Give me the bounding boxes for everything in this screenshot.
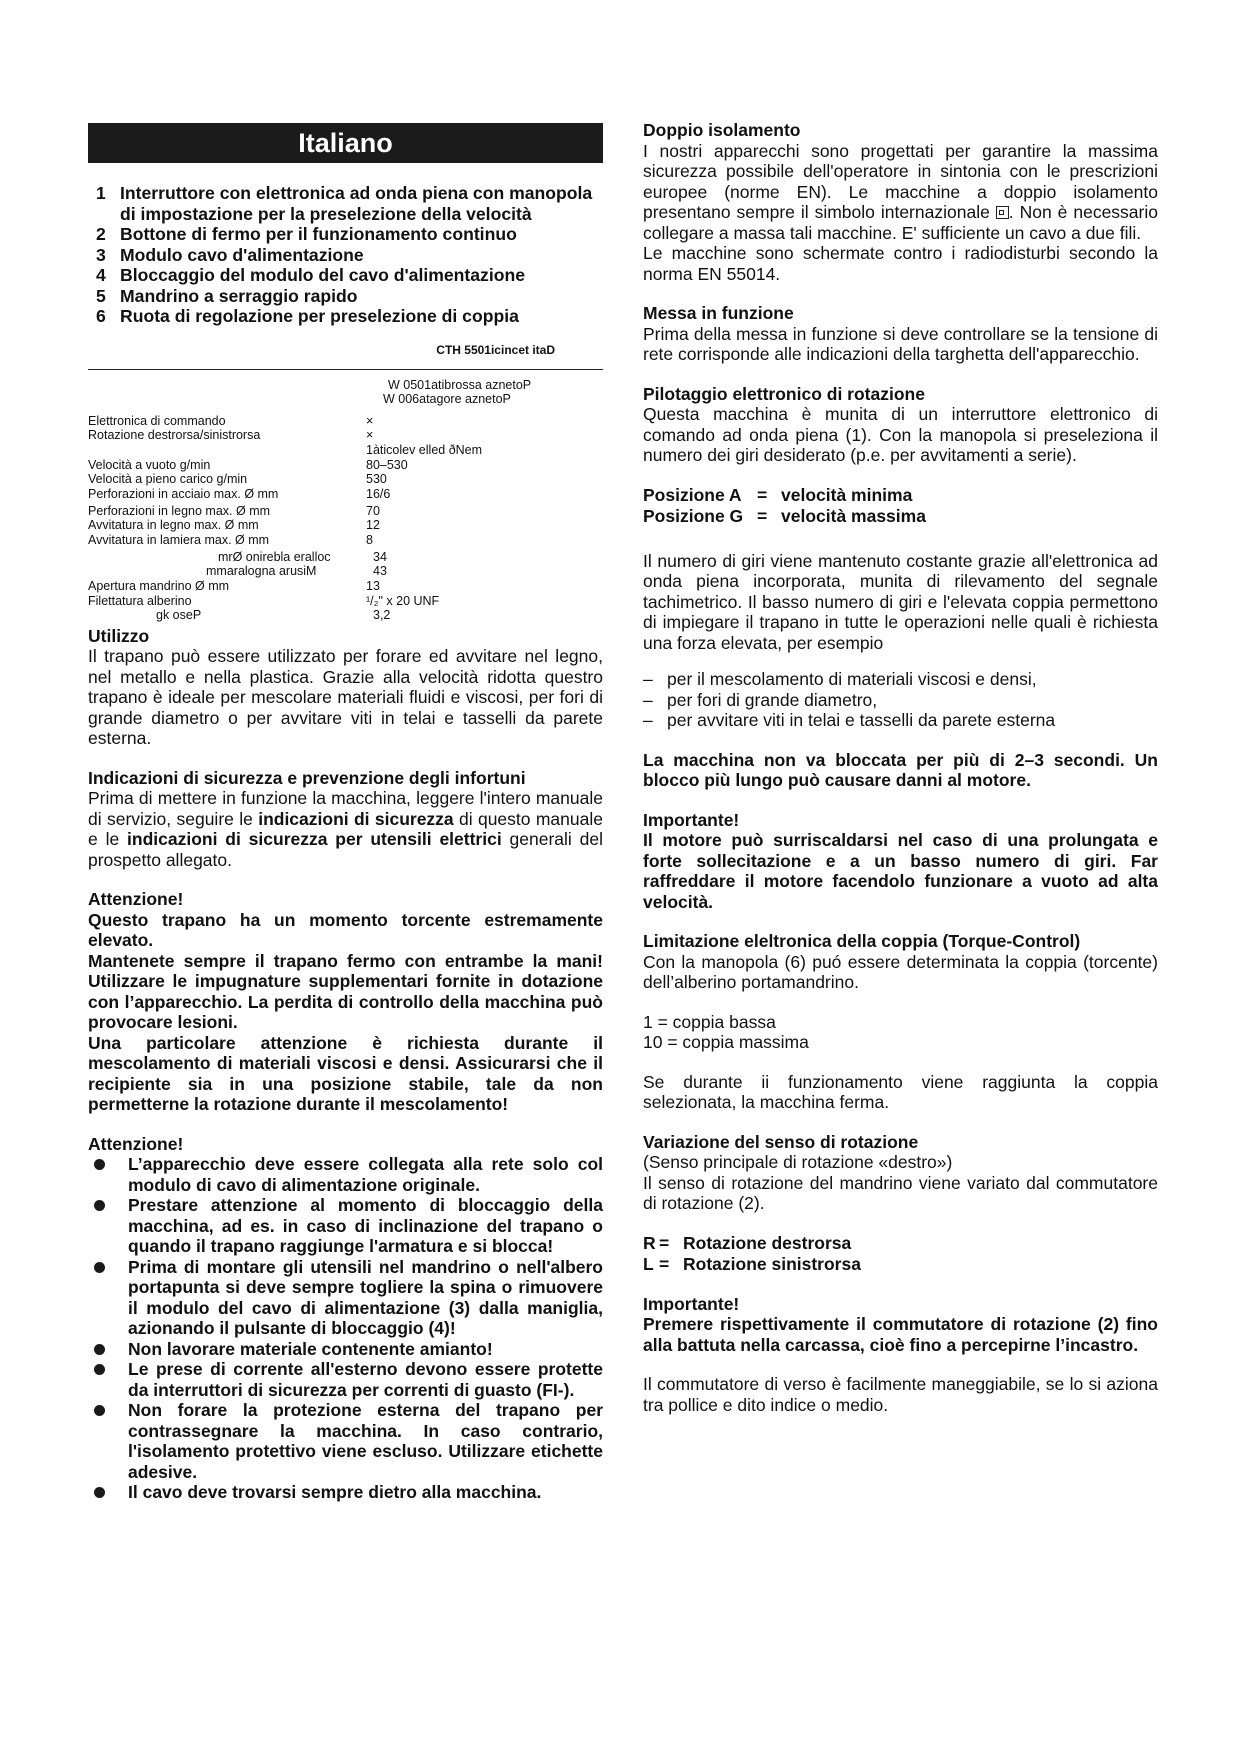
paragraph: Il commutatore di verso è facilmente maneggiabile, se lo si aziona tra pollice e dito indice o medio. xyxy=(643,1374,1158,1415)
section-importante-2 xyxy=(643,1294,1158,1356)
paragraph: 10 = coppia massima xyxy=(643,1032,809,1052)
spec-header-line: W 0501atibrossa aznetoP xyxy=(388,377,532,392)
list-item: L’apparecchio deve essere collegata alla rete solo col modulo di cavo di alimentazione originale. xyxy=(88,1154,603,1195)
list-item: Prestare attenzione al momento di bloccaggio della macchina, ad es. in caso di inclinazione del trapano o quando il trapano raggiunge l'armatura e si blocca! xyxy=(88,1195,603,1257)
paragraph: Questa macchina è munita di un interruttore elettronico di comando ad onda piena (1). Con la manopola si preseleziona il numero dei giri desiderato (p.e. per avvitamenti a serie). xyxy=(643,404,1158,465)
rotation-directions xyxy=(643,1233,1158,1275)
paragraph: I nostri apparecchi sono progettati per garantire la massima sicurezza possibile dell'operatore in sintonia con le prescrizioni europee (norme EN). Le macchine a doppio isolamento presentano sempre il simbolo internazionale . Non è necessario collegare a massa tali macchine. E' sufficiente un cavo a due fili. xyxy=(643,140,1158,243)
section-pilotaggio xyxy=(643,384,1158,466)
bullet-list xyxy=(88,1154,603,1503)
section-messa-in-funzione xyxy=(643,303,1158,365)
section-final xyxy=(643,1374,1158,1415)
list-item: – per avvitare viti in telai e tasselli da parete esterna xyxy=(643,710,1158,731)
parts-list xyxy=(96,183,603,327)
table-row: Perforazioni in legno max. Ø mm 70 xyxy=(88,503,380,518)
table-row: R = Rotazione destrorsa xyxy=(643,1232,852,1253)
paragraph: Prima di mettere in funzione la macchina, leggere l'intero manuale di servizio, seguire le indicazioni di sicurezza di questo manuale e le indicazioni di sicurezza per utensili elettrici generali del prospetto allegato. xyxy=(88,788,603,870)
section-heading: Attenzione! xyxy=(88,889,184,909)
list-item: 5 Mandrino a serraggio rapido xyxy=(96,285,358,306)
spec-table xyxy=(88,370,603,623)
table-row: Velocità a vuoto g/min 80–530 xyxy=(88,457,408,472)
section-heading: Attenzione! xyxy=(88,1133,184,1154)
spec-header-line: W 006atagore aznetoP xyxy=(383,391,511,406)
table-row: Filettatura alberino ¹/₂" x 20 UNF xyxy=(88,593,440,608)
section-heading: Indicazioni di sicurezza e prevenzione degli infortuni xyxy=(88,767,526,788)
section-sicurezza xyxy=(88,768,603,871)
table-row: Posizione G = velocità massima xyxy=(643,505,926,526)
section-heading: Importante! xyxy=(643,1293,740,1314)
list-item: 1 Interruttore con elettronica ad onda piena con manopola di impostazione per la preselezione della velocità xyxy=(96,183,593,224)
table-row: Avvitatura in lamiera max. Ø mm 8 xyxy=(88,533,373,547)
table-row: gk oseP 3,2 xyxy=(156,608,391,623)
warning-paragraph: Questo trapano ha un momento torcente estremamente elevato. xyxy=(88,909,603,950)
section-heading: Pilotaggio elettronico di rotazione xyxy=(643,383,925,404)
section-giri xyxy=(643,551,1158,654)
spec-table-title: CTH 5501icincet itaD xyxy=(88,343,603,370)
section-heading: Variazione del senso di rotazione xyxy=(643,1131,919,1152)
list-item: Le prese di corrente all'esterno devono essere protette da interruttori di sicurezza per correnti di guasto (FI-). xyxy=(88,1359,603,1400)
list-item: Non lavorare materiale contenente amianto! xyxy=(88,1339,603,1360)
table-row: Rotazione destrorsa/sinistrorsa × xyxy=(88,428,374,443)
spec-header xyxy=(383,377,532,406)
left-column xyxy=(88,120,603,1503)
section-doppio-isolamento xyxy=(643,120,1158,284)
coppia-values xyxy=(643,1012,1158,1053)
table-row: Elettronica di commando × xyxy=(88,413,374,428)
table-row: Avvitatura in legno max. Ø mm 12 xyxy=(88,518,380,533)
section-heading: Importante! xyxy=(643,809,740,830)
section-heading: Limitazione eleltronica della coppia (Torque-Control) xyxy=(643,931,1081,951)
list-item: 6 Ruota di regolazione per preselezione di coppia xyxy=(96,306,519,326)
paragraph: Il trapano può essere utilizzato per forare ed avvitare nel legno, nel metallo e nella plastica. Grazie alla velocità ridotta questro trapano è ideale per mescolare materiali fluidi e viscosi, per fori di grande diametro o per avvitare viti in telai e tasselli da parete esterna. xyxy=(88,646,603,748)
paragraph: Le macchine sono schermate contro i radiodisturbi secondo la norma EN 55014. xyxy=(643,243,1158,284)
table-row: mrØ onirebla eralloc 34 xyxy=(218,549,387,564)
double-insulation-icon xyxy=(996,206,1009,219)
section-blocco xyxy=(643,750,1158,791)
list-item: 4 Bloccaggio del modulo del cavo d'alimentazione xyxy=(96,265,525,285)
section-senso xyxy=(643,1132,1158,1214)
section-heading: Messa in funzione xyxy=(643,303,794,323)
section-coppia-2 xyxy=(643,1072,1158,1113)
paragraph: Se durante ii funzionamento viene raggiunta la coppia selezionata, la macchina ferma. xyxy=(643,1071,1158,1112)
paragraph: Il numero di giri viene mantenuto costante grazie all'elettronica ad onda piena incorporata, munita di rilevamento del segnale tachimetrico. Il basso numero di giri e l'elevata coppia permettono di impiegare il trapano in tutte le operazioni nelle quali è richiesta una forza elevata, per esempio xyxy=(643,550,1158,653)
list-item: Il cavo deve trovarsi sempre dietro alla macchina. xyxy=(88,1482,603,1503)
dash-list xyxy=(643,669,1158,731)
warning-paragraph: La macchina non va bloccata per più di 2–3 secondi. Un blocco più lungo può causare danni al motore. xyxy=(643,749,1158,790)
list-item: 2 Bottone di fermo per il funzionamento continuo xyxy=(96,224,517,244)
table-row: mmaralogna arusiM 43 xyxy=(206,564,387,579)
paragraph: Il senso di rotazione del mandrino viene variato dal commutatore di rotazione (2). xyxy=(643,1172,1158,1213)
paragraph: Con la manopola (6) puó essere determinata la coppia (torcente) dell’alberino portamandrino. xyxy=(643,951,1158,992)
table-row: Perforazioni in acciaio max. Ø mm 16/6 xyxy=(88,486,391,501)
right-column xyxy=(643,120,1158,1415)
language-banner: Italiano xyxy=(88,123,603,163)
table-row: Apertura mandrino Ø mm 13 xyxy=(88,579,380,594)
table-row: Velocità a pieno carico g/min 530 xyxy=(88,472,387,487)
section-attenzione-2 xyxy=(88,1134,603,1503)
section-attenzione-1 xyxy=(88,889,603,1115)
table-row: L = Rotazione sinistrorsa xyxy=(643,1253,861,1274)
section-utilizzo xyxy=(88,626,603,749)
speed-positions xyxy=(643,485,1158,527)
list-item: – per fori di grande diametro, xyxy=(643,690,1158,711)
table-row: Posizione A = velocità minima xyxy=(643,484,913,505)
list-item: Non forare la protezione esterna del trapano per contrassegnare la macchina. In caso contrario, l'isolamento protettivo viene escluso. Utilizzare etichette adesive. xyxy=(88,1400,603,1482)
paragraph: 1 = coppia bassa xyxy=(643,1011,776,1032)
paragraph: (Senso principale di rotazione «destro») xyxy=(643,1152,953,1172)
warning-paragraph: Una particolare attenzione è richiesta durante il mescolamento di materiali viscosi e densi. Assicurarsi che il recipiente sia in una posizione stabile, tale da non permetterne la rotazione durante il mescolamento! xyxy=(88,1032,603,1114)
section-heading: Doppio isolamento xyxy=(643,120,801,140)
list-item: – per il mescolamento di materiali viscosi e densi, xyxy=(643,669,1158,690)
paragraph: Prima della messa in funzione si deve controllare se la tensione di rete corrisponde alle indicazioni della targhetta dell'apparecchio. xyxy=(643,323,1158,364)
warning-paragraph: Premere rispettivamente il commutatore di rotazione (2) fino alla battuta nella carcassa, cioè fino a percepirne l’incastro. xyxy=(643,1314,1158,1355)
section-heading: Utilizzo xyxy=(88,625,150,646)
warning-paragraph: Mantenete sempre il trapano fermo con entrambe la mani! Utilizzare le impugnature supplementari fornite in dotazione con l’apparecchio. La perdita di controllo della macchina può provocare lesioni. xyxy=(88,950,603,1032)
section-coppia xyxy=(643,931,1158,993)
table-row: 1àticolev elled ðNem xyxy=(366,442,483,457)
list-item: 3 Modulo cavo d'alimentazione xyxy=(96,244,364,265)
section-importante-1 xyxy=(643,810,1158,913)
list-item: Prima di montare gli utensili nel mandrino o nell'albero portapunta si deve sempre togliere la spina o rimuovere il modulo del cavo di alimentazione (3) dalla maniglia, azionando il pulsante di bloccaggio (4)! xyxy=(88,1257,603,1339)
warning-paragraph: Il motore può surriscaldarsi nel caso di una prolungata e forte sollecitazione e a un basso numero di giri. Far raffreddare il motore facendolo funzionare a vuoto ad alta velocità. xyxy=(643,830,1158,912)
